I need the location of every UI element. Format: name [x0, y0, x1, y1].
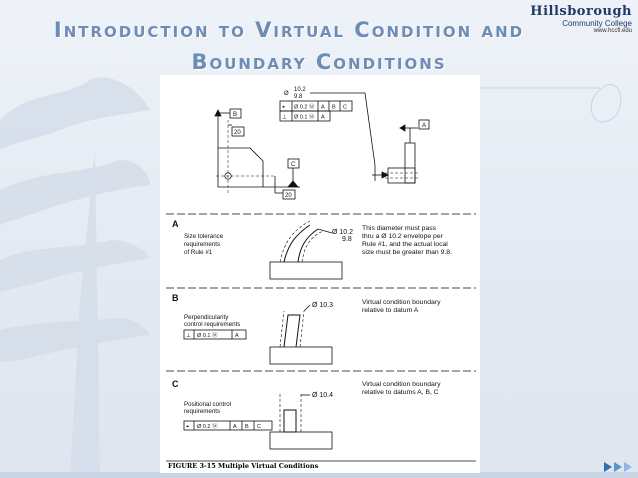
top-fcf — [280, 101, 352, 121]
datum-b-label: B — [233, 112, 238, 118]
top-fcf1-sym: ⌖ — [282, 104, 286, 111]
dim-20-right: 20 — [285, 193, 292, 199]
top-fcf1-a: A — [321, 104, 325, 111]
panel-b-base — [270, 347, 332, 364]
slide-title-line1: Introduction to Virtual Condition and — [53, 18, 525, 42]
panel-b-letter: B — [172, 293, 179, 303]
college-logo — [530, 4, 632, 34]
top-dia-upper: 10.2 — [294, 87, 306, 93]
datum-a-label: A — [422, 123, 427, 129]
panel-b-dim: Ø 10.3 — [312, 302, 334, 309]
panel-a-base — [270, 262, 342, 279]
panel-c-fcf-tol: Ø 0.2 Ⓜ — [197, 424, 218, 430]
top-fcf1-tol: Ø 0.2 Ⓜ — [294, 104, 315, 111]
top-fcf1-c: C — [343, 104, 347, 111]
panel-c-fcf-c: C — [257, 424, 261, 430]
panel-a-label-1: Size tolerance — [184, 233, 224, 240]
panel-a-note-2: thru a Ø 10.2 envelope per — [362, 233, 443, 240]
panel-c-label-2: requirements — [184, 408, 221, 415]
panel-a-note-4: size must be greater than 9.8. — [362, 249, 452, 256]
panel-b-note-1: Virtual condition boundary — [362, 299, 441, 306]
panel-a-dim-lower: 9.8 — [342, 236, 352, 243]
part-side-view — [405, 143, 415, 183]
top-fcf1-b: B — [332, 104, 336, 111]
top-dia-lower: 9.8 — [294, 94, 303, 100]
panel-c-fcf-sym: ⌖ — [186, 424, 190, 430]
panel-a-label-2: requirements — [184, 241, 221, 248]
panel-c-label-1: Positional control — [184, 401, 232, 408]
panel-b-label-2: control requirements — [184, 321, 241, 328]
gdt-diagram — [160, 75, 480, 473]
logo-sub: Community College — [562, 19, 632, 28]
top-fcf2-sym: ⊥ — [282, 114, 287, 121]
panel-a-letter: A — [172, 219, 179, 229]
panel-c-fcf-a: A — [233, 424, 237, 430]
figure-panel — [160, 75, 480, 473]
panel-c-note-2: relative to datums A, B, C — [362, 389, 439, 396]
panel-c-fcf-b: B — [245, 424, 249, 430]
top-fcf2-tol: Ø 0.1 Ⓜ — [294, 114, 315, 121]
panel-a-note-1: This diameter must pass — [362, 225, 437, 232]
panel-b-note-2: relative to datum A — [362, 307, 419, 314]
panel-b-fcf-sym: ⊥ — [186, 333, 191, 339]
diameter-symbol: Ø — [284, 91, 289, 97]
panel-a-note-3: Rule #1, and the actual local — [362, 241, 448, 248]
panel-a-dim-upper: Ø 10.2 — [332, 229, 354, 236]
dim-20-top: 20 — [234, 130, 241, 136]
top-fcf2-a: A — [321, 114, 325, 121]
part-outline-front — [218, 148, 263, 187]
panel-b-label-1: Perpendicularity — [184, 314, 229, 321]
panel-c-letter: C — [172, 379, 179, 389]
panel-a-label-3: of Rule #1 — [184, 249, 213, 256]
panel-c-base — [270, 432, 332, 449]
panel-b-fcf-a: A — [235, 333, 239, 339]
panel-c-note-1: Virtual condition boundary — [362, 381, 441, 388]
panel-c-dim: Ø 10.4 — [312, 392, 334, 399]
slide-title-line2: Boundary Conditions — [191, 50, 447, 74]
logo-url: www.hccfl.edu — [593, 28, 632, 34]
panel-b-fcf-tol: Ø 0.1 Ⓜ — [197, 333, 218, 339]
logo-name: Hillsborough — [530, 4, 632, 19]
figure-caption: FIGURE 3-15 Multiple Virtual Conditions — [168, 462, 319, 470]
datum-c-label: C — [291, 162, 296, 168]
